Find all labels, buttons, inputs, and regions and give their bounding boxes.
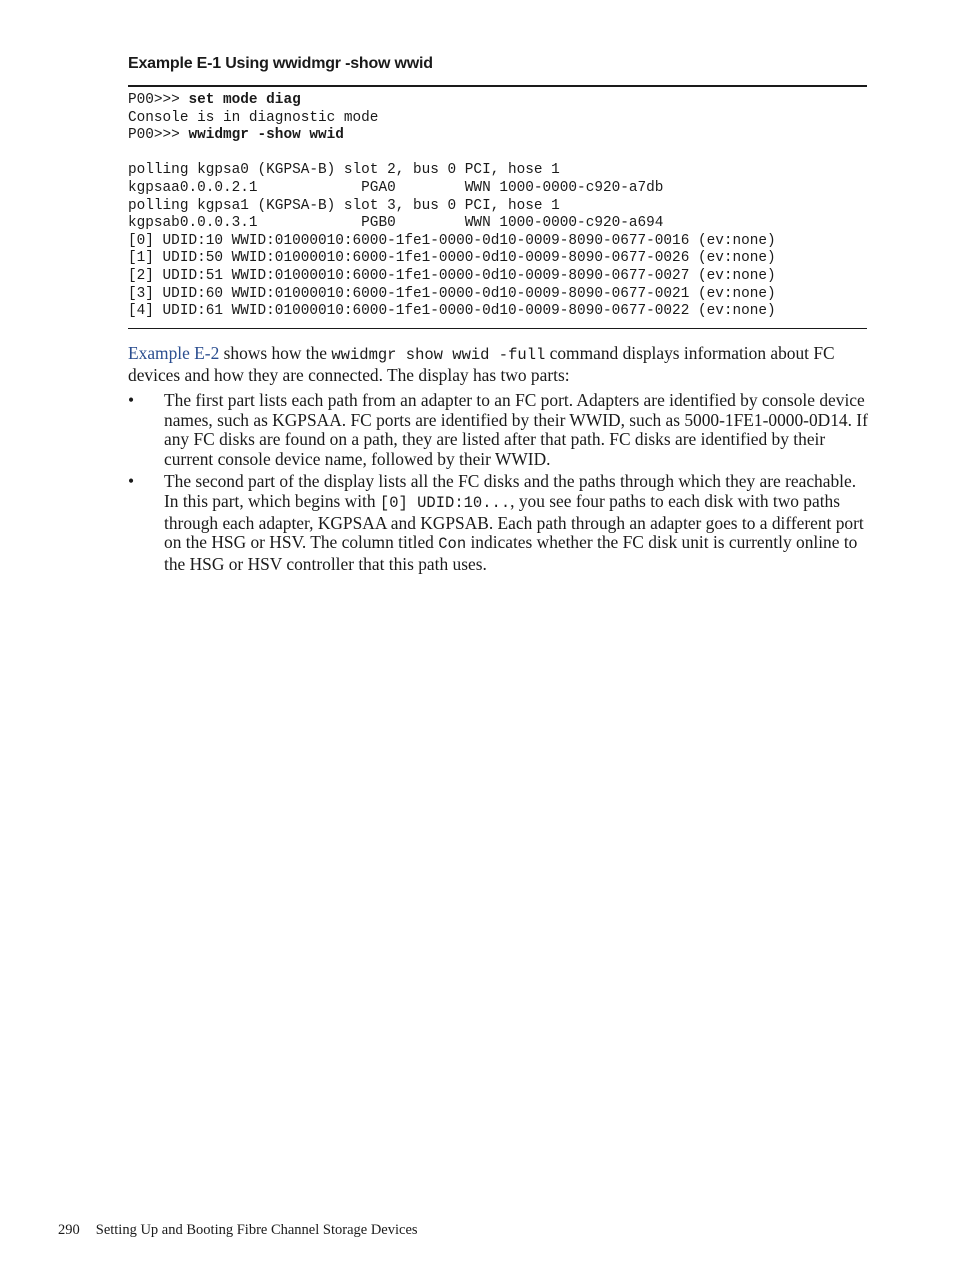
second-part-text-1: The second part of the display lists all the FC disks and the paths through which they are reachable. In this part, which begins with (164, 471, 857, 511)
console-line: [0] UDID:10 WWID:01000010:6000-1fe1-0000-0d10-0009-8090-0677-0016 (ev:none) (128, 232, 776, 249)
list-item-second-part (128, 472, 870, 574)
console-prompt: P00>>> (128, 92, 189, 108)
console-command: set mode diag (188, 92, 301, 108)
footer-section-title: Setting Up and Booting Fibre Channel Storage Devices (95, 1222, 418, 1238)
console-line: polling kgpsa0 (KGPSA-B) slot 2, bus 0 PCI, hose 1 (128, 162, 560, 179)
first-part-text: The first part lists each path from an adapter to an FC port. Adapters are identified by console device names, such as KGPSAA. FC ports are identified by their WWID, such as 5000-1FE1-0000-0D14. If any FC disks are found on a path, they are listed after that path. FC disks are identified by their current console device name, followed by their WWID. (164, 390, 868, 469)
console-line: kgpsab0.0.0.3.1 PGB0 WWN 1000-0000-c920-a694 (128, 215, 664, 232)
console-line (128, 127, 344, 143)
console-prompt: P00>>> (128, 127, 189, 144)
top-rule (128, 85, 867, 87)
parts-list (128, 391, 870, 577)
console-line: polling kgpsa1 (KGPSA-B) slot 3, bus 0 PCI, hose 1 (128, 197, 560, 214)
example-e2-link[interactable]: Example E-2 (128, 343, 220, 363)
bullet-marker: • (128, 390, 135, 410)
console-line: [2] UDID:51 WWID:01000010:6000-1fe1-0000-0d10-0009-8090-0677-0027 (ev:none) (128, 267, 776, 284)
second-part-text-2: , you see four paths to each disk with two paths through each adapter, KGPSAA and KGPSAB. Each path through an adapter goes to a different port on the HSG or HSV. The column titled (164, 490, 864, 553)
console-line: [1] UDID:50 WWID:01000010:6000-1fe1-0000-0d10-0009-8090-0677-0026 (ev:none) (128, 250, 776, 267)
example-title: Example E-1 Using wwidmgr -show wwid (128, 55, 433, 72)
bottom-rule (128, 328, 867, 329)
console-command: wwidmgr -show wwid (188, 127, 344, 144)
intro-text-1: shows how the (219, 343, 332, 363)
page-number: 290 (58, 1222, 80, 1238)
console-line (128, 92, 301, 108)
console-output (128, 92, 776, 321)
console-line: Console is in diagnostic mode (128, 109, 379, 126)
con-column-code: Con (438, 535, 467, 554)
page-footer (58, 1222, 418, 1239)
bullet-marker: • (128, 471, 135, 492)
intro-text-2: command displays information about FC devices and how they are connected. The display has two parts: (128, 343, 835, 385)
console-line: [4] UDID:61 WWID:01000010:6000-1fe1-0000-0d10-0009-8090-0677-0022 (ev:none) (128, 303, 776, 320)
console-line: [3] UDID:60 WWID:01000010:6000-1fe1-0000-0d10-0009-8090-0677-0021 (ev:none) (128, 285, 776, 302)
intro-paragraph (128, 344, 868, 386)
second-part-text-3: indicates whether the FC disk unit is currently online to the HSG or HSV controller that this path uses. (164, 532, 858, 574)
udid-code: [0] UDID:10... (379, 493, 511, 512)
console-line: kgpsaa0.0.0.2.1 PGA0 WWN 1000-0000-c920-a7db (128, 179, 664, 196)
list-item-first-part (128, 391, 870, 469)
intro-command-code: wwidmgr show wwid -full (331, 346, 546, 364)
